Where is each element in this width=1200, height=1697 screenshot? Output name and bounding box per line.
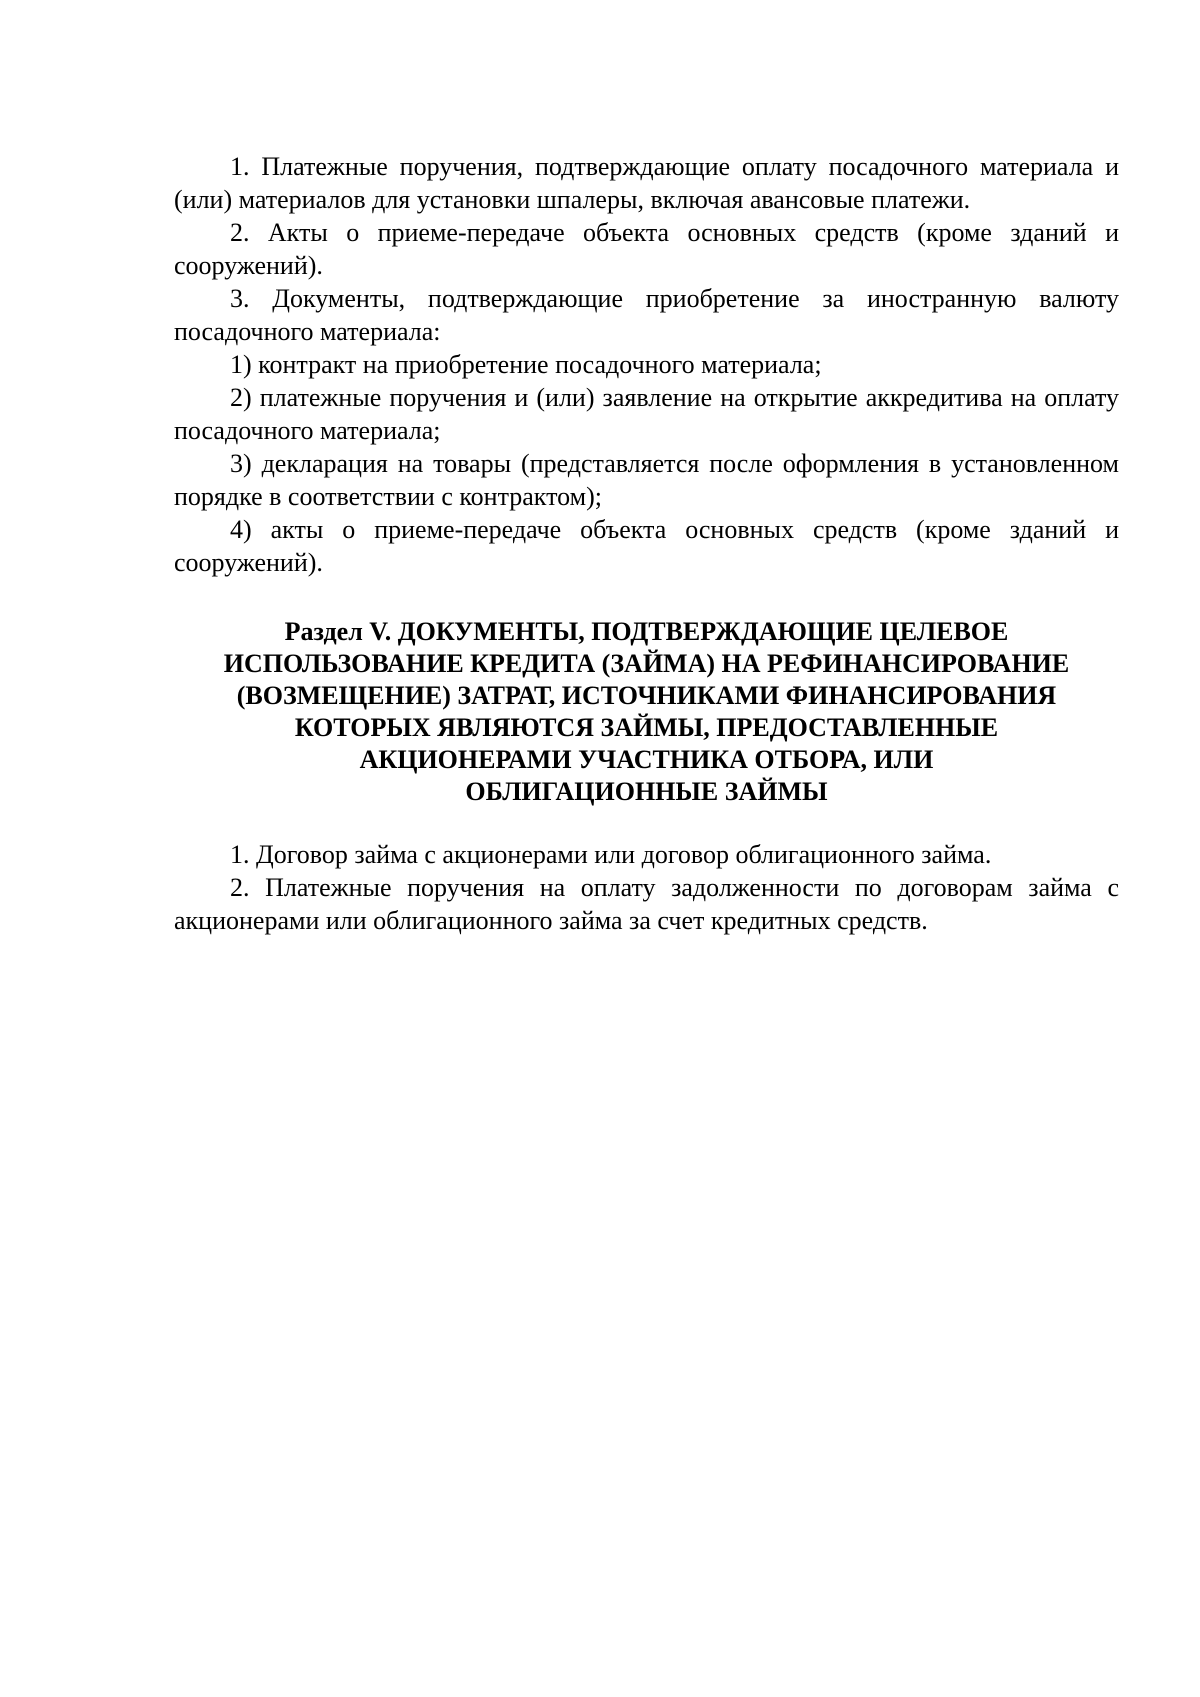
paragraph-item-3: 3. Документы, подтверждающие приобретение за иностранную валюту посадочного материала: — [174, 284, 1119, 346]
document-body — [174, 150, 1119, 937]
section-title-line: (ВОЗМЕЩЕНИЕ) ЗАТРАТ, ИСТОЧНИКАМИ ФИНАНСИРОВАНИЯ — [236, 681, 1057, 710]
section-title-line: АКЦИОНЕРАМИ УЧАСТНИКА ОТБОРА, ИЛИ — [359, 745, 934, 774]
section-v-item-2: 2. Платежные поручения на оплату задолженности по договорам займа с акционерами или облигационного займа за счет кредитных средств. — [174, 873, 1119, 935]
paragraph-item-1: 1. Платежные поручения, подтверждающие оплату посадочного материала и (или) материалов для установки шпалеры, включая авансовые платежи. — [174, 152, 1119, 214]
section-v-title — [174, 616, 1119, 808]
paragraph-item-2: 2. Акты о приеме-передаче объекта основных средств (кроме зданий и сооружений). — [174, 218, 1119, 280]
subitem-3: 3) декларация на товары (представляется после оформления в установленном порядке в соответствии с контрактом); — [174, 449, 1119, 511]
subitem-1: 1) контракт на приобретение посадочного материала; — [230, 350, 822, 379]
subitem-2: 2) платежные поручения и (или) заявление на открытие аккредитива на оплату посадочного материала; — [174, 383, 1119, 445]
section-title-line: ОБЛИГАЦИОННЫЕ ЗАЙМЫ — [465, 777, 828, 806]
section-v-items — [174, 838, 1119, 937]
subitem-4: 4) акты о приеме-передаче объекта основных средств (кроме зданий и сооружений). — [174, 515, 1119, 577]
section-title-line: Раздел V. ДОКУМЕНТЫ, ПОДТВЕРЖДАЮЩИЕ ЦЕЛЕВОЕ — [284, 617, 1009, 646]
section-title-line: КОТОРЫХ ЯВЛЯЮТСЯ ЗАЙМЫ, ПРЕДОСТАВЛЕННЫЕ — [294, 713, 999, 742]
section-title-line: ИСПОЛЬЗОВАНИЕ КРЕДИТА (ЗАЙМА) НА РЕФИНАНСИРОВАНИЕ — [223, 649, 1070, 678]
section-v-item-1: 1. Договор займа с акционерами или договор облигационного займа. — [230, 840, 992, 869]
